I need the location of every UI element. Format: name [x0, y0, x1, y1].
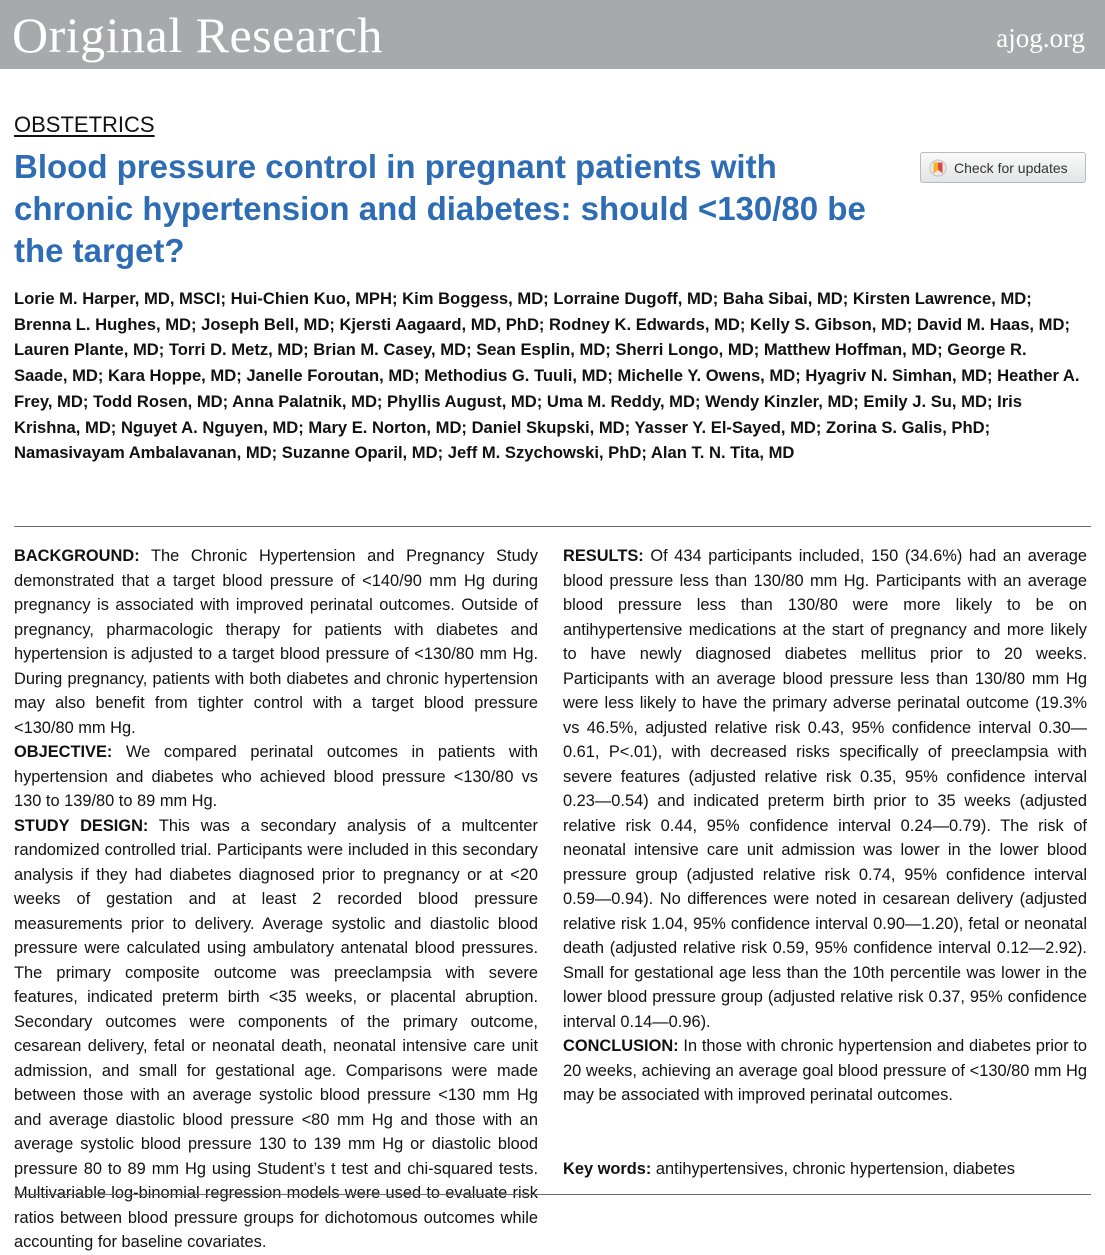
study-design-label: STUDY DESIGN: [14, 816, 149, 835]
objective-label: OBJECTIVE: [14, 743, 113, 761]
check-for-updates-label: Check for updates [954, 159, 1068, 176]
keywords-label: Key words: [563, 1160, 652, 1178]
journal-banner [0, 0, 1105, 69]
check-for-updates-button[interactable] [920, 152, 1086, 183]
conclusion-text: In those with chronic hypertension and diabetes prior to 20 weeks, achieving an average goal blood pressure of <130/80 mm Hg may be associated with improved perinatal outcomes. [563, 1037, 1087, 1104]
crossmark-icon [929, 159, 947, 177]
keywords-text: antihypertensives, chronic hypertension, diabetes [655, 1160, 1015, 1178]
results-paragraph [563, 544, 1087, 1034]
abstract-right-column [563, 544, 1087, 1108]
bottom-divider [14, 1194, 1091, 1195]
background-paragraph [14, 544, 538, 740]
article-title: Blood pressure control in pregnant patients with chronic hypertension and diabetes: should <130/80 be the target? [14, 148, 866, 269]
top-divider [14, 526, 1091, 527]
objective-paragraph [14, 740, 538, 814]
conclusion-label: CONCLUSION: [563, 1037, 679, 1055]
objective-text: We compared perinatal outcomes in patients with hypertension and diabetes who achieved blood pressure <130/80 vs 130 to 139/80 to 89 mm Hg. [14, 743, 538, 810]
background-label: BACKGROUND: [14, 547, 140, 565]
study-design-paragraph [14, 814, 538, 1255]
results-text: Of 434 participants included, 150 (34.6%) had an average blood pressure less than 130/80 mm Hg. Participants with an average blood pressure less than 130/80 were more likely to be on antihypertensive medications at the start of pregnancy and more likely to have newly diagnosed diabetes mellitus prior to 20 weeks. Participants with an average blood pressure less than 130/80 mm Hg were less likely to have the primary adverse perinatal outcome (19.3% vs 46.5%, adjusted relative risk 0.43, 95% confidence interval 0.30—0.61, P<.01), with decreased risks specifically of preeclampsia with severe features (adjusted relative risk 0.35, 95% confidence interval 0.23—0.54) and indicated preterm birth prior to 35 weeks (adjusted relative risk 0.44, 95% confidence interval 0.24—0.79). The risk of neonatal intensive care unit admission was lower in the lower blood pressure group (adjusted relative risk 0.74, 95% confidence interval 0.59—0.94). No differences were noted in cesarean delivery (adjusted relative risk 1.04, 95% confidence interval 0.90—1.20), fetal or neonatal death (adjusted relative risk 0.59, 95% confidence interval 0.12—2.92). Small for gestational age less than the 10th percentile was lower in the lower blood pressure group (adjusted relative risk 0.37, 95% confidence interval 0.14—0.96). [563, 547, 1087, 1031]
banner-title: Original Research [12, 7, 383, 63]
background-text: The Chronic Hypertension and Pregnancy Study demonstrated that a target blood pressure of <140/90 mm Hg during pregnancy is associated with improved perinatal outcomes. Outside of pregnancy, pharmacologic therapy for patients with diabetes and hypertension is adjusted to a target blood pressure of <130/80 mm Hg. During pregnancy, patients with both diabetes and chronic hypertension may also benefit from tighter control with a target blood pressure <130/80 mm Hg. [14, 547, 538, 737]
keywords [563, 1157, 1087, 1181]
section-label: OBSTETRICS [14, 112, 155, 137]
journal-site-link[interactable]: ajog.org [996, 23, 1085, 53]
study-design-text: This was a secondary analysis of a multcenter randomized controlled trial. Participants were included in this secondary analysis if they had diabetes diagnosed prior to pregnancy or at <20 weeks of gestation and at least 2 recorded blood pressure measurements prior to delivery. Average systolic and diastolic blood pressure were calculated using ambulatory antenatal blood pressures. The primary composite outcome was preeclampsia with severe features, indicated preterm birth <35 weeks, or placental abruption. Secondary outcomes were components of the primary outcome, cesarean delivery, fetal or neonatal death, neonatal intensive care unit admission, and small for gestational age. Comparisons were made between those with an average systolic blood pressure <130 mm Hg and average diastolic blood pressure <80 mm Hg and those with an average systolic blood pressure 130 to 139 mm Hg or diastolic blood pressure 80 to 89 mm Hg using Student’s t test and chi-squared tests. Multivariable log-binomial regression models were used to evaluate risk ratios between blood pressure groups for dichotomous outcomes while accounting for baseline covariates. [14, 816, 539, 1251]
author-list: Lorie M. Harper, MD, MSCI; Hui-Chien Kuo, MPH; Kim Boggess, MD; Lorraine Dugoff, MD; Baha Sibai, MD; Kirsten Lawrence, MD; Brenna L. Hughes, MD; Joseph Bell, MD; Kjersti Aagaard, MD, PhD; Rodney K. Edwards, MD; Kelly S. Gibson, MD; David M. Haas, MD; Lauren Plante, MD; Torri D. Metz, MD; Brian M. Casey, MD; Sean Esplin, MD; Sherri Longo, MD; Matthew Hoffman, MD; George R. Saade, MD; Kara Hoppe, MD; Janelle Foroutan, MD; Methodius G. Tuuli, MD; Michelle Y. Owens, MD; Hyagriv N. Simhan, MD; Heather A. Frey, MD; Todd Rosen, MD; Anna Palatnik, MD; Phyllis August, MD; Uma M. Reddy, MD; Wendy Kinzler, MD; Emily J. Su, MD; Iris Krishna, MD; Nguyet A. Nguyen, MD; Mary E. Norton, MD; Daniel Skupski, MD; Yasser Y. El-Sayed, MD; Zorina S. Galis, PhD; Namasivayam Ambalavanan, MD; Suzanne Oparil, MD; Jeff M. Szychowski, PhD; Alan T. N. Tita, MD [14, 289, 1080, 463]
conclusion-paragraph [563, 1034, 1087, 1108]
results-label: RESULTS: [563, 547, 644, 565]
abstract-left-column [14, 544, 538, 1255]
